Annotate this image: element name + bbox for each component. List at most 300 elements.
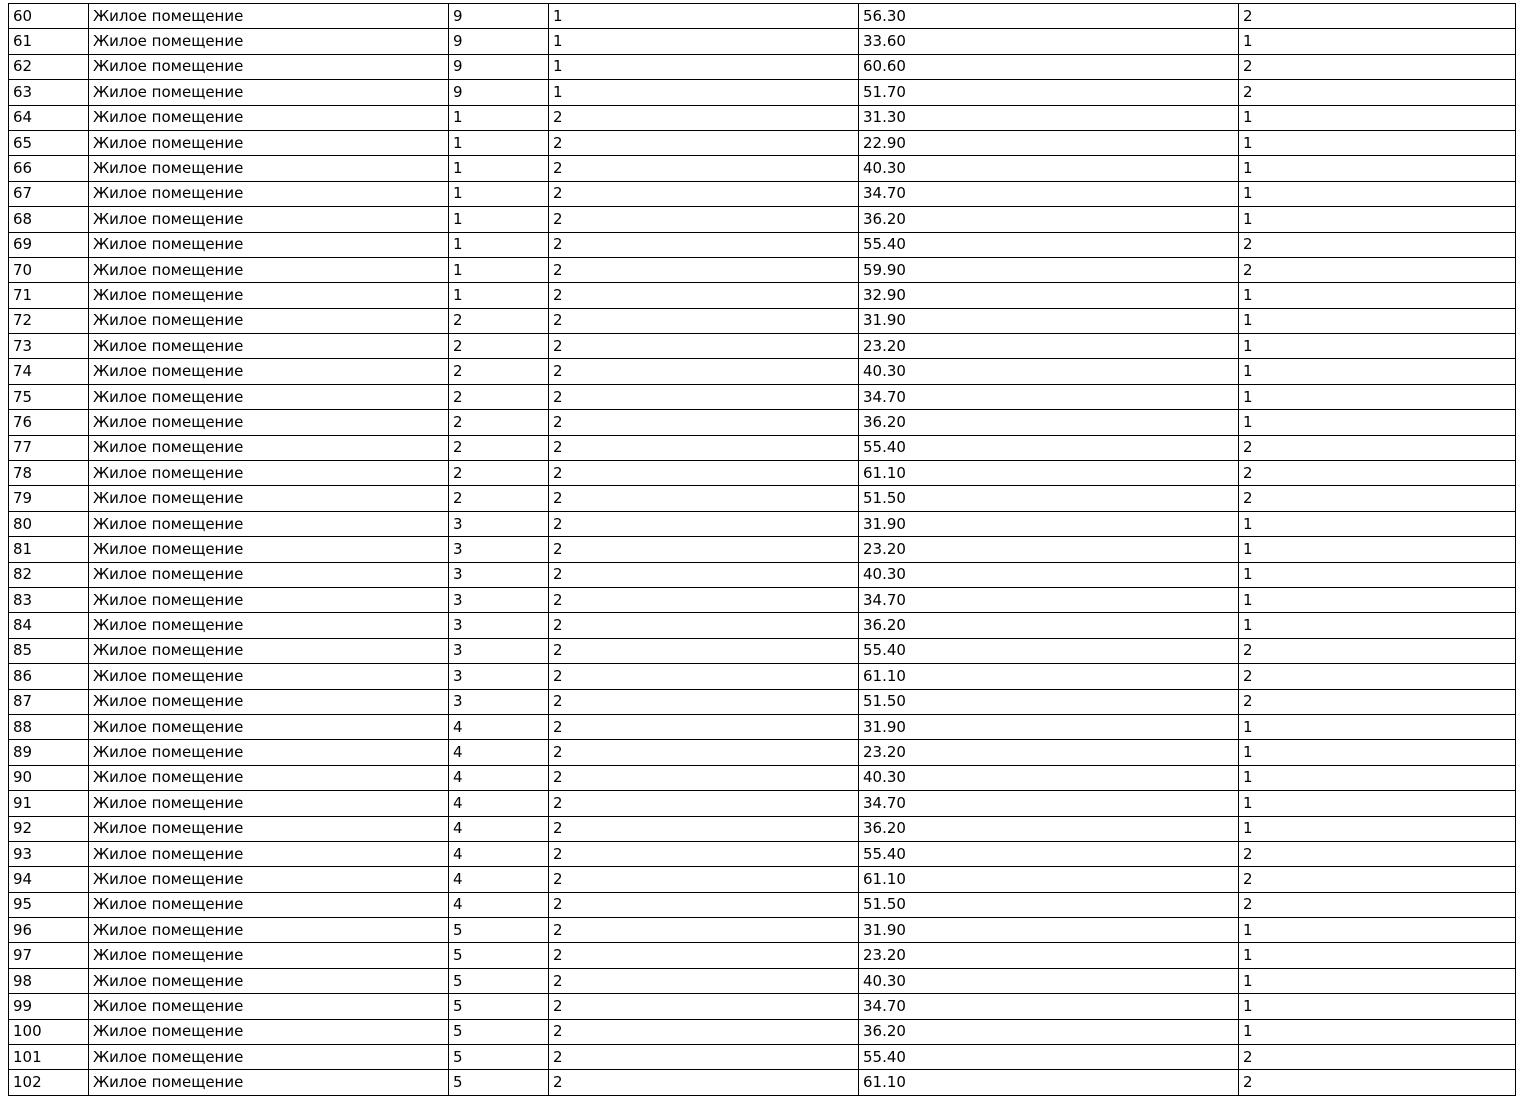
cell-area: 36.20 xyxy=(859,816,1239,841)
cell-num: 65 xyxy=(9,130,89,155)
cell-value_a: 9 xyxy=(449,80,549,105)
table-row xyxy=(9,791,1516,816)
table-row xyxy=(9,689,1516,714)
cell-value_b: 2 xyxy=(549,816,859,841)
cell-area: 36.20 xyxy=(859,613,1239,638)
cell-value_b: 2 xyxy=(549,384,859,409)
table-row xyxy=(9,714,1516,739)
cell-value_b: 2 xyxy=(549,994,859,1019)
cell-value_a: 1 xyxy=(449,207,549,232)
table-row xyxy=(9,968,1516,993)
cell-value_a: 9 xyxy=(449,4,549,29)
cell-premises_type: Жилое помещение xyxy=(89,257,449,282)
cell-area: 60.60 xyxy=(859,54,1239,79)
cell-premises_type: Жилое помещение xyxy=(89,181,449,206)
cell-num: 98 xyxy=(9,968,89,993)
cell-area: 40.30 xyxy=(859,562,1239,587)
cell-value_a: 2 xyxy=(449,461,549,486)
cell-rooms: 1 xyxy=(1239,359,1516,384)
cell-rooms: 1 xyxy=(1239,29,1516,54)
table-row xyxy=(9,638,1516,663)
cell-rooms: 1 xyxy=(1239,181,1516,206)
cell-premises_type: Жилое помещение xyxy=(89,232,449,257)
cell-num: 67 xyxy=(9,181,89,206)
cell-area: 23.20 xyxy=(859,943,1239,968)
cell-area: 61.10 xyxy=(859,867,1239,892)
cell-value_b: 2 xyxy=(549,664,859,689)
table-row xyxy=(9,29,1516,54)
table-row xyxy=(9,765,1516,790)
cell-premises_type: Жилое помещение xyxy=(89,105,449,130)
cell-num: 68 xyxy=(9,207,89,232)
cell-value_a: 4 xyxy=(449,765,549,790)
cell-num: 69 xyxy=(9,232,89,257)
cell-value_a: 3 xyxy=(449,638,549,663)
cell-rooms: 2 xyxy=(1239,54,1516,79)
cell-rooms: 1 xyxy=(1239,410,1516,435)
table-row xyxy=(9,130,1516,155)
cell-num: 83 xyxy=(9,587,89,612)
cell-value_b: 2 xyxy=(549,765,859,790)
table-row xyxy=(9,232,1516,257)
cell-premises_type: Жилое помещение xyxy=(89,943,449,968)
cell-value_a: 1 xyxy=(449,156,549,181)
table-row xyxy=(9,359,1516,384)
table-row xyxy=(9,664,1516,689)
cell-area: 40.30 xyxy=(859,765,1239,790)
cell-rooms: 1 xyxy=(1239,765,1516,790)
cell-value_b: 2 xyxy=(549,537,859,562)
cell-num: 62 xyxy=(9,54,89,79)
table-row xyxy=(9,1019,1516,1044)
cell-rooms: 1 xyxy=(1239,511,1516,536)
cell-premises_type: Жилое помещение xyxy=(89,359,449,384)
cell-value_a: 4 xyxy=(449,816,549,841)
cell-value_a: 3 xyxy=(449,664,549,689)
cell-num: 78 xyxy=(9,461,89,486)
cell-num: 70 xyxy=(9,257,89,282)
cell-value_a: 2 xyxy=(449,308,549,333)
cell-value_a: 1 xyxy=(449,105,549,130)
cell-premises_type: Жилое помещение xyxy=(89,334,449,359)
cell-num: 87 xyxy=(9,689,89,714)
cell-value_a: 5 xyxy=(449,1019,549,1044)
cell-rooms: 1 xyxy=(1239,207,1516,232)
cell-value_a: 2 xyxy=(449,384,549,409)
cell-area: 51.50 xyxy=(859,892,1239,917)
cell-num: 77 xyxy=(9,435,89,460)
cell-value_b: 2 xyxy=(549,334,859,359)
cell-value_a: 5 xyxy=(449,968,549,993)
cell-area: 34.70 xyxy=(859,384,1239,409)
cell-value_b: 2 xyxy=(549,562,859,587)
cell-premises_type: Жилое помещение xyxy=(89,638,449,663)
cell-num: 79 xyxy=(9,486,89,511)
cell-area: 34.70 xyxy=(859,791,1239,816)
cell-value_a: 3 xyxy=(449,613,549,638)
cell-area: 34.70 xyxy=(859,181,1239,206)
table-body xyxy=(9,4,1516,1096)
cell-premises_type: Жилое помещение xyxy=(89,587,449,612)
cell-value_b: 2 xyxy=(549,1019,859,1044)
cell-rooms: 1 xyxy=(1239,130,1516,155)
cell-num: 66 xyxy=(9,156,89,181)
cell-value_a: 2 xyxy=(449,334,549,359)
cell-area: 23.20 xyxy=(859,740,1239,765)
cell-value_a: 4 xyxy=(449,714,549,739)
cell-rooms: 2 xyxy=(1239,1045,1516,1070)
cell-rooms: 1 xyxy=(1239,283,1516,308)
cell-value_a: 4 xyxy=(449,867,549,892)
cell-premises_type: Жилое помещение xyxy=(89,207,449,232)
cell-premises_type: Жилое помещение xyxy=(89,765,449,790)
table-row xyxy=(9,943,1516,968)
cell-value_a: 5 xyxy=(449,918,549,943)
cell-rooms: 1 xyxy=(1239,968,1516,993)
cell-premises_type: Жилое помещение xyxy=(89,664,449,689)
cell-num: 101 xyxy=(9,1045,89,1070)
cell-num: 71 xyxy=(9,283,89,308)
cell-area: 31.30 xyxy=(859,105,1239,130)
cell-value_a: 5 xyxy=(449,1070,549,1095)
cell-num: 73 xyxy=(9,334,89,359)
cell-rooms: 1 xyxy=(1239,537,1516,562)
cell-num: 80 xyxy=(9,511,89,536)
cell-value_b: 2 xyxy=(549,1045,859,1070)
cell-premises_type: Жилое помещение xyxy=(89,816,449,841)
cell-value_a: 5 xyxy=(449,1045,549,1070)
cell-area: 36.20 xyxy=(859,1019,1239,1044)
cell-area: 31.90 xyxy=(859,918,1239,943)
cell-value_a: 3 xyxy=(449,562,549,587)
cell-premises_type: Жилое помещение xyxy=(89,4,449,29)
cell-value_b: 2 xyxy=(549,461,859,486)
cell-num: 99 xyxy=(9,994,89,1019)
table-row xyxy=(9,613,1516,638)
cell-value_a: 1 xyxy=(449,130,549,155)
cell-area: 32.90 xyxy=(859,283,1239,308)
cell-premises_type: Жилое помещение xyxy=(89,486,449,511)
cell-rooms: 1 xyxy=(1239,384,1516,409)
cell-premises_type: Жилое помещение xyxy=(89,537,449,562)
cell-value_b: 2 xyxy=(549,943,859,968)
cell-value_b: 2 xyxy=(549,308,859,333)
cell-value_b: 2 xyxy=(549,359,859,384)
cell-rooms: 1 xyxy=(1239,562,1516,587)
cell-premises_type: Жилое помещение xyxy=(89,867,449,892)
cell-value_a: 2 xyxy=(449,410,549,435)
cell-area: 55.40 xyxy=(859,1045,1239,1070)
cell-area: 55.40 xyxy=(859,638,1239,663)
cell-value_b: 2 xyxy=(549,791,859,816)
cell-rooms: 2 xyxy=(1239,4,1516,29)
table-row xyxy=(9,54,1516,79)
cell-area: 31.90 xyxy=(859,511,1239,536)
cell-value_b: 2 xyxy=(549,714,859,739)
cell-value_b: 2 xyxy=(549,968,859,993)
cell-value_b: 2 xyxy=(549,1070,859,1095)
cell-value_a: 9 xyxy=(449,29,549,54)
cell-value_b: 2 xyxy=(549,105,859,130)
cell-area: 59.90 xyxy=(859,257,1239,282)
cell-value_b: 1 xyxy=(549,54,859,79)
cell-premises_type: Жилое помещение xyxy=(89,283,449,308)
cell-premises_type: Жилое помещение xyxy=(89,918,449,943)
cell-value_b: 2 xyxy=(549,511,859,536)
table-row xyxy=(9,435,1516,460)
cell-num: 84 xyxy=(9,613,89,638)
cell-value_b: 1 xyxy=(549,80,859,105)
cell-num: 90 xyxy=(9,765,89,790)
table-row xyxy=(9,384,1516,409)
cell-area: 34.70 xyxy=(859,587,1239,612)
table-row xyxy=(9,1045,1516,1070)
cell-area: 51.70 xyxy=(859,80,1239,105)
cell-area: 33.60 xyxy=(859,29,1239,54)
table-row xyxy=(9,334,1516,359)
cell-rooms: 1 xyxy=(1239,943,1516,968)
cell-num: 74 xyxy=(9,359,89,384)
table-row xyxy=(9,308,1516,333)
table-row xyxy=(9,841,1516,866)
cell-value_a: 2 xyxy=(449,359,549,384)
cell-num: 75 xyxy=(9,384,89,409)
cell-premises_type: Жилое помещение xyxy=(89,714,449,739)
table-row xyxy=(9,1070,1516,1095)
cell-area: 61.10 xyxy=(859,1070,1239,1095)
cell-num: 76 xyxy=(9,410,89,435)
cell-rooms: 1 xyxy=(1239,1019,1516,1044)
cell-rooms: 2 xyxy=(1239,664,1516,689)
cell-value_b: 2 xyxy=(549,283,859,308)
cell-area: 22.90 xyxy=(859,130,1239,155)
cell-value_a: 3 xyxy=(449,689,549,714)
cell-area: 34.70 xyxy=(859,994,1239,1019)
cell-rooms: 2 xyxy=(1239,461,1516,486)
cell-num: 102 xyxy=(9,1070,89,1095)
cell-num: 72 xyxy=(9,308,89,333)
cell-num: 81 xyxy=(9,537,89,562)
table-row xyxy=(9,461,1516,486)
cell-num: 93 xyxy=(9,841,89,866)
cell-rooms: 2 xyxy=(1239,867,1516,892)
cell-rooms: 1 xyxy=(1239,791,1516,816)
cell-value_b: 2 xyxy=(549,130,859,155)
table-row xyxy=(9,105,1516,130)
table-row xyxy=(9,511,1516,536)
table-row xyxy=(9,4,1516,29)
cell-value_b: 1 xyxy=(549,4,859,29)
cell-value_b: 2 xyxy=(549,841,859,866)
cell-rooms: 2 xyxy=(1239,435,1516,460)
cell-premises_type: Жилое помещение xyxy=(89,80,449,105)
cell-value_b: 2 xyxy=(549,232,859,257)
cell-value_a: 9 xyxy=(449,54,549,79)
cell-premises_type: Жилое помещение xyxy=(89,435,449,460)
cell-area: 40.30 xyxy=(859,968,1239,993)
cell-num: 85 xyxy=(9,638,89,663)
cell-value_b: 2 xyxy=(549,740,859,765)
cell-value_b: 2 xyxy=(549,892,859,917)
table-row xyxy=(9,257,1516,282)
cell-num: 86 xyxy=(9,664,89,689)
cell-rooms: 1 xyxy=(1239,994,1516,1019)
cell-value_a: 3 xyxy=(449,537,549,562)
table-row xyxy=(9,181,1516,206)
table-row xyxy=(9,537,1516,562)
cell-area: 40.30 xyxy=(859,359,1239,384)
cell-value_b: 2 xyxy=(549,689,859,714)
cell-value_b: 2 xyxy=(549,410,859,435)
cell-num: 82 xyxy=(9,562,89,587)
cell-num: 91 xyxy=(9,791,89,816)
cell-num: 89 xyxy=(9,740,89,765)
cell-value_a: 3 xyxy=(449,511,549,536)
cell-num: 64 xyxy=(9,105,89,130)
cell-area: 61.10 xyxy=(859,461,1239,486)
cell-premises_type: Жилое помещение xyxy=(89,1070,449,1095)
table-row xyxy=(9,892,1516,917)
cell-area: 31.90 xyxy=(859,714,1239,739)
table-row xyxy=(9,562,1516,587)
cell-premises_type: Жилое помещение xyxy=(89,841,449,866)
cell-num: 97 xyxy=(9,943,89,968)
cell-area: 23.20 xyxy=(859,537,1239,562)
cell-area: 23.20 xyxy=(859,334,1239,359)
cell-rooms: 1 xyxy=(1239,105,1516,130)
cell-value_a: 2 xyxy=(449,486,549,511)
cell-rooms: 2 xyxy=(1239,638,1516,663)
cell-value_a: 1 xyxy=(449,181,549,206)
table-row xyxy=(9,587,1516,612)
table-row xyxy=(9,207,1516,232)
table-row xyxy=(9,156,1516,181)
cell-area: 40.30 xyxy=(859,156,1239,181)
cell-area: 56.30 xyxy=(859,4,1239,29)
cell-premises_type: Жилое помещение xyxy=(89,562,449,587)
cell-value_b: 2 xyxy=(549,918,859,943)
cell-num: 92 xyxy=(9,816,89,841)
cell-num: 95 xyxy=(9,892,89,917)
cell-premises_type: Жилое помещение xyxy=(89,308,449,333)
table-row xyxy=(9,918,1516,943)
table-row xyxy=(9,80,1516,105)
cell-rooms: 1 xyxy=(1239,918,1516,943)
cell-value_a: 1 xyxy=(449,283,549,308)
cell-value_b: 2 xyxy=(549,156,859,181)
table-row xyxy=(9,994,1516,1019)
table-row xyxy=(9,283,1516,308)
cell-num: 88 xyxy=(9,714,89,739)
cell-premises_type: Жилое помещение xyxy=(89,740,449,765)
cell-value_b: 2 xyxy=(549,867,859,892)
cell-rooms: 1 xyxy=(1239,613,1516,638)
cell-area: 55.40 xyxy=(859,435,1239,460)
cell-premises_type: Жилое помещение xyxy=(89,689,449,714)
table-row xyxy=(9,486,1516,511)
cell-value_a: 3 xyxy=(449,587,549,612)
cell-premises_type: Жилое помещение xyxy=(89,791,449,816)
cell-value_b: 2 xyxy=(549,638,859,663)
cell-value_b: 2 xyxy=(549,587,859,612)
cell-premises_type: Жилое помещение xyxy=(89,511,449,536)
cell-rooms: 1 xyxy=(1239,308,1516,333)
cell-rooms: 1 xyxy=(1239,334,1516,359)
cell-num: 63 xyxy=(9,80,89,105)
cell-premises_type: Жилое помещение xyxy=(89,130,449,155)
cell-value_a: 4 xyxy=(449,740,549,765)
cell-premises_type: Жилое помещение xyxy=(89,1019,449,1044)
cell-rooms: 1 xyxy=(1239,587,1516,612)
cell-value_b: 2 xyxy=(549,207,859,232)
cell-rooms: 2 xyxy=(1239,689,1516,714)
cell-value_a: 1 xyxy=(449,257,549,282)
premises-table xyxy=(8,3,1516,1096)
cell-rooms: 1 xyxy=(1239,816,1516,841)
table-row xyxy=(9,740,1516,765)
cell-value_b: 1 xyxy=(549,29,859,54)
cell-rooms: 2 xyxy=(1239,841,1516,866)
cell-rooms: 1 xyxy=(1239,740,1516,765)
cell-area: 55.40 xyxy=(859,841,1239,866)
cell-value_b: 2 xyxy=(549,486,859,511)
cell-premises_type: Жилое помещение xyxy=(89,892,449,917)
cell-value_a: 2 xyxy=(449,435,549,460)
cell-premises_type: Жилое помещение xyxy=(89,156,449,181)
cell-num: 96 xyxy=(9,918,89,943)
cell-value_b: 2 xyxy=(549,435,859,460)
cell-area: 36.20 xyxy=(859,207,1239,232)
cell-premises_type: Жилое помещение xyxy=(89,54,449,79)
cell-num: 60 xyxy=(9,4,89,29)
table-row xyxy=(9,867,1516,892)
cell-area: 51.50 xyxy=(859,486,1239,511)
cell-value_a: 1 xyxy=(449,232,549,257)
cell-value_a: 5 xyxy=(449,943,549,968)
cell-premises_type: Жилое помещение xyxy=(89,461,449,486)
cell-rooms: 1 xyxy=(1239,156,1516,181)
cell-rooms: 2 xyxy=(1239,1070,1516,1095)
cell-rooms: 2 xyxy=(1239,232,1516,257)
cell-rooms: 1 xyxy=(1239,714,1516,739)
cell-rooms: 2 xyxy=(1239,80,1516,105)
table-row xyxy=(9,410,1516,435)
cell-area: 51.50 xyxy=(859,689,1239,714)
cell-num: 100 xyxy=(9,1019,89,1044)
cell-area: 61.10 xyxy=(859,664,1239,689)
cell-premises_type: Жилое помещение xyxy=(89,968,449,993)
cell-num: 61 xyxy=(9,29,89,54)
cell-area: 31.90 xyxy=(859,308,1239,333)
cell-rooms: 2 xyxy=(1239,892,1516,917)
cell-premises_type: Жилое помещение xyxy=(89,29,449,54)
table-row xyxy=(9,816,1516,841)
cell-premises_type: Жилое помещение xyxy=(89,613,449,638)
cell-num: 94 xyxy=(9,867,89,892)
cell-value_a: 4 xyxy=(449,791,549,816)
cell-rooms: 2 xyxy=(1239,486,1516,511)
cell-area: 36.20 xyxy=(859,410,1239,435)
cell-premises_type: Жилое помещение xyxy=(89,410,449,435)
cell-value_a: 4 xyxy=(449,841,549,866)
cell-premises_type: Жилое помещение xyxy=(89,384,449,409)
cell-value_b: 2 xyxy=(549,181,859,206)
cell-value_a: 4 xyxy=(449,892,549,917)
cell-value_a: 5 xyxy=(449,994,549,1019)
cell-rooms: 2 xyxy=(1239,257,1516,282)
cell-area: 55.40 xyxy=(859,232,1239,257)
cell-premises_type: Жилое помещение xyxy=(89,1045,449,1070)
